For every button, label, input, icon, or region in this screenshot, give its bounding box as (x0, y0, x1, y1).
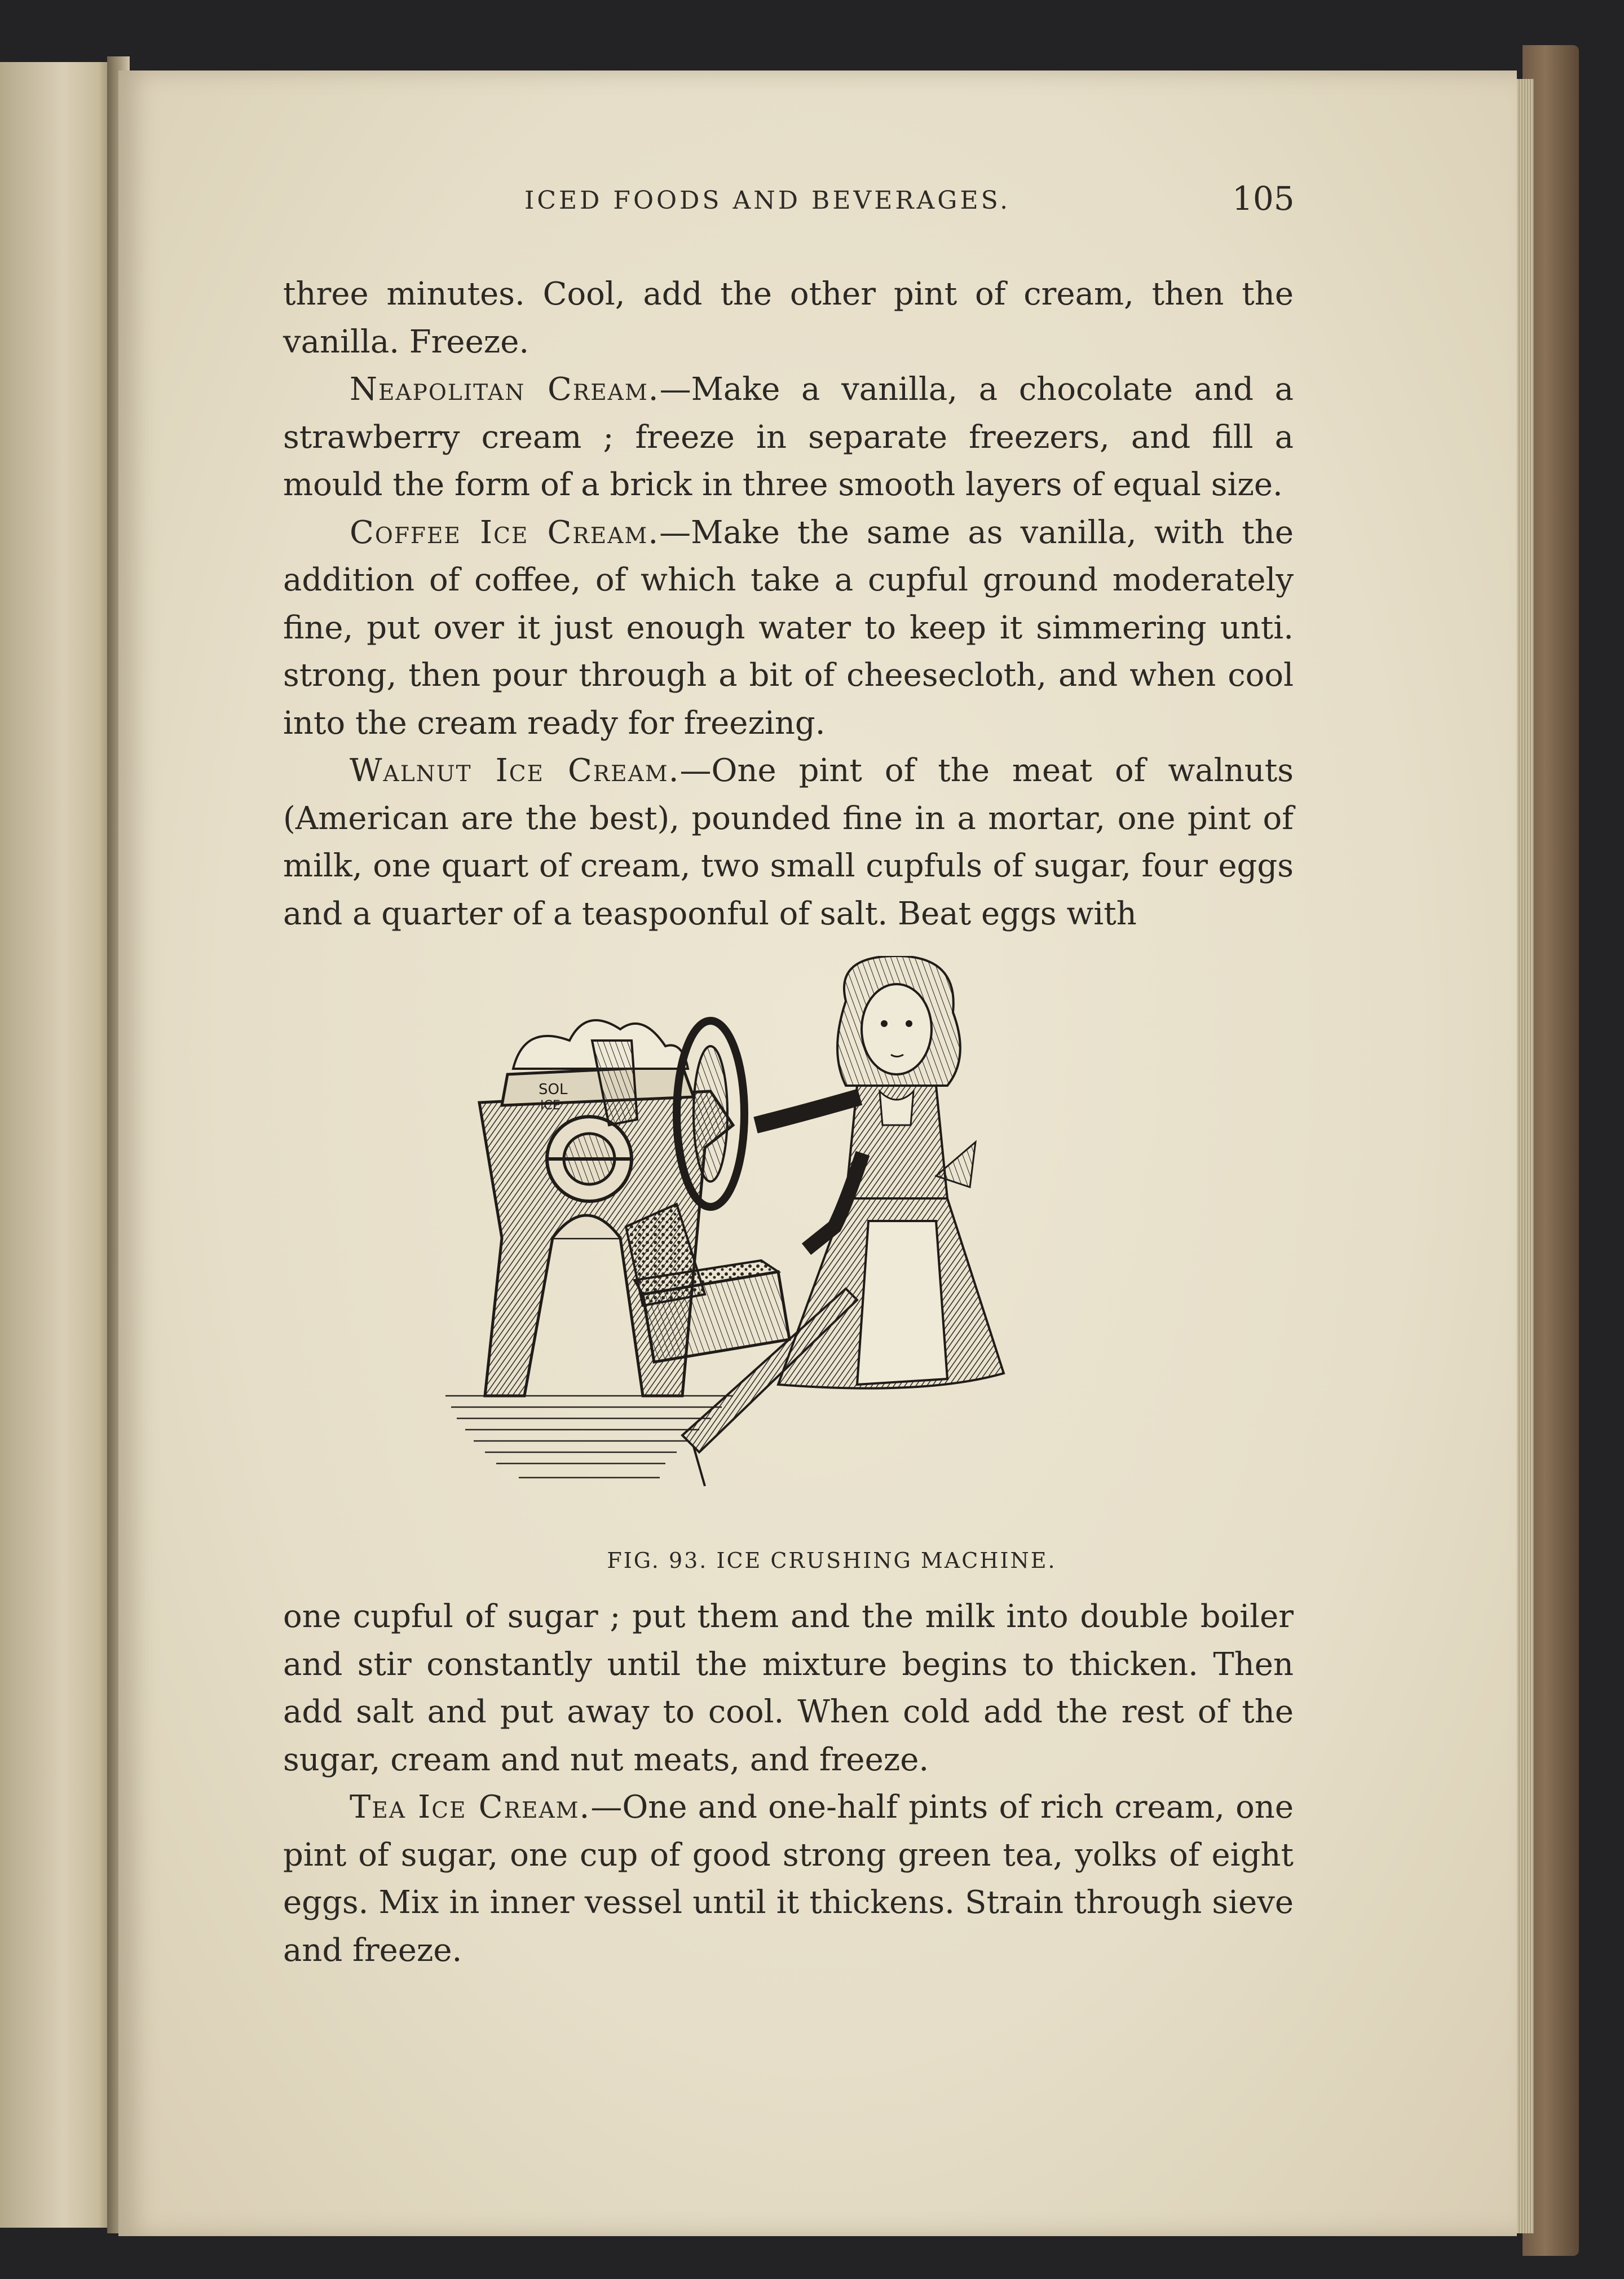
girl-figure (756, 956, 1004, 1388)
recipe-heading: Coffee Ice Cream. (350, 514, 660, 551)
paragraph-text: —Make the same as vanilla, with the addition of coffee, of which take a cupful ground moderately fine, put over it just enough water to keep it simmering unti. strong, then pour through a bit of cheesecloth, and when cool into the cream ready for freezing. (283, 514, 1294, 742)
paragraph (283, 1784, 1294, 1974)
body-text-bottom (283, 1593, 1294, 1974)
paragraph-text: three minutes. Cool, add the other pint of cream, then the vanilla. Freeze. (283, 276, 1294, 360)
paragraph-text: —One pint of the meat of walnuts (American are the best), pounded fine in a mortar, one pint of milk, one quart of cream, two small cupfuls of sugar, four eggs and a quarter of a teaspoonful of salt. Beat eggs with (283, 752, 1294, 932)
machine-lettering: ICE (540, 1099, 561, 1113)
paragraph-text: —One and one-half pints of rich cream, one pint of sugar, one cup of good strong green tea, yolks of eight eggs. Mix in inner vessel until it thickens. Strain through sieve and freeze. (283, 1789, 1294, 1969)
recipe-heading: Neapolitan Cream. (350, 371, 660, 408)
recipe-heading: Tea Ice Cream. (350, 1789, 591, 1826)
paragraph (283, 271, 1294, 366)
ice-crushing-machine-engraving (440, 956, 1167, 1514)
paragraph (283, 509, 1294, 748)
figure-caption: FIG. 93. ICE CRUSHING MACHINE. (607, 1548, 1057, 1573)
machine-lettering: SOL (539, 1081, 568, 1098)
recipe-heading: Walnut Ice Cream. (350, 752, 680, 789)
facing-page-edge (0, 62, 116, 2228)
paragraph (283, 747, 1294, 938)
paragraph-text: one cupful of sugar ; put them and the milk into double boiler and stir constantly until the mixture begins to thicken. Then add salt and put away to cool. When cold add the rest of the sugar, cream and nut meats, and freeze. (283, 1598, 1294, 1778)
page-number: 105 (1232, 179, 1295, 218)
paragraph (283, 1593, 1294, 1784)
body-text-top (283, 271, 1294, 938)
paragraph (283, 366, 1294, 509)
paragraph-text: —Make a vanilla, a chocolate and a strawberry cream ; freeze in separate freezers, and fill a mould the form of a brick in three smooth layers of equal size. (283, 371, 1294, 503)
running-head: ICED FOODS AND BEVERAGES. (524, 186, 1011, 215)
ice-chute-box (626, 1204, 789, 1362)
